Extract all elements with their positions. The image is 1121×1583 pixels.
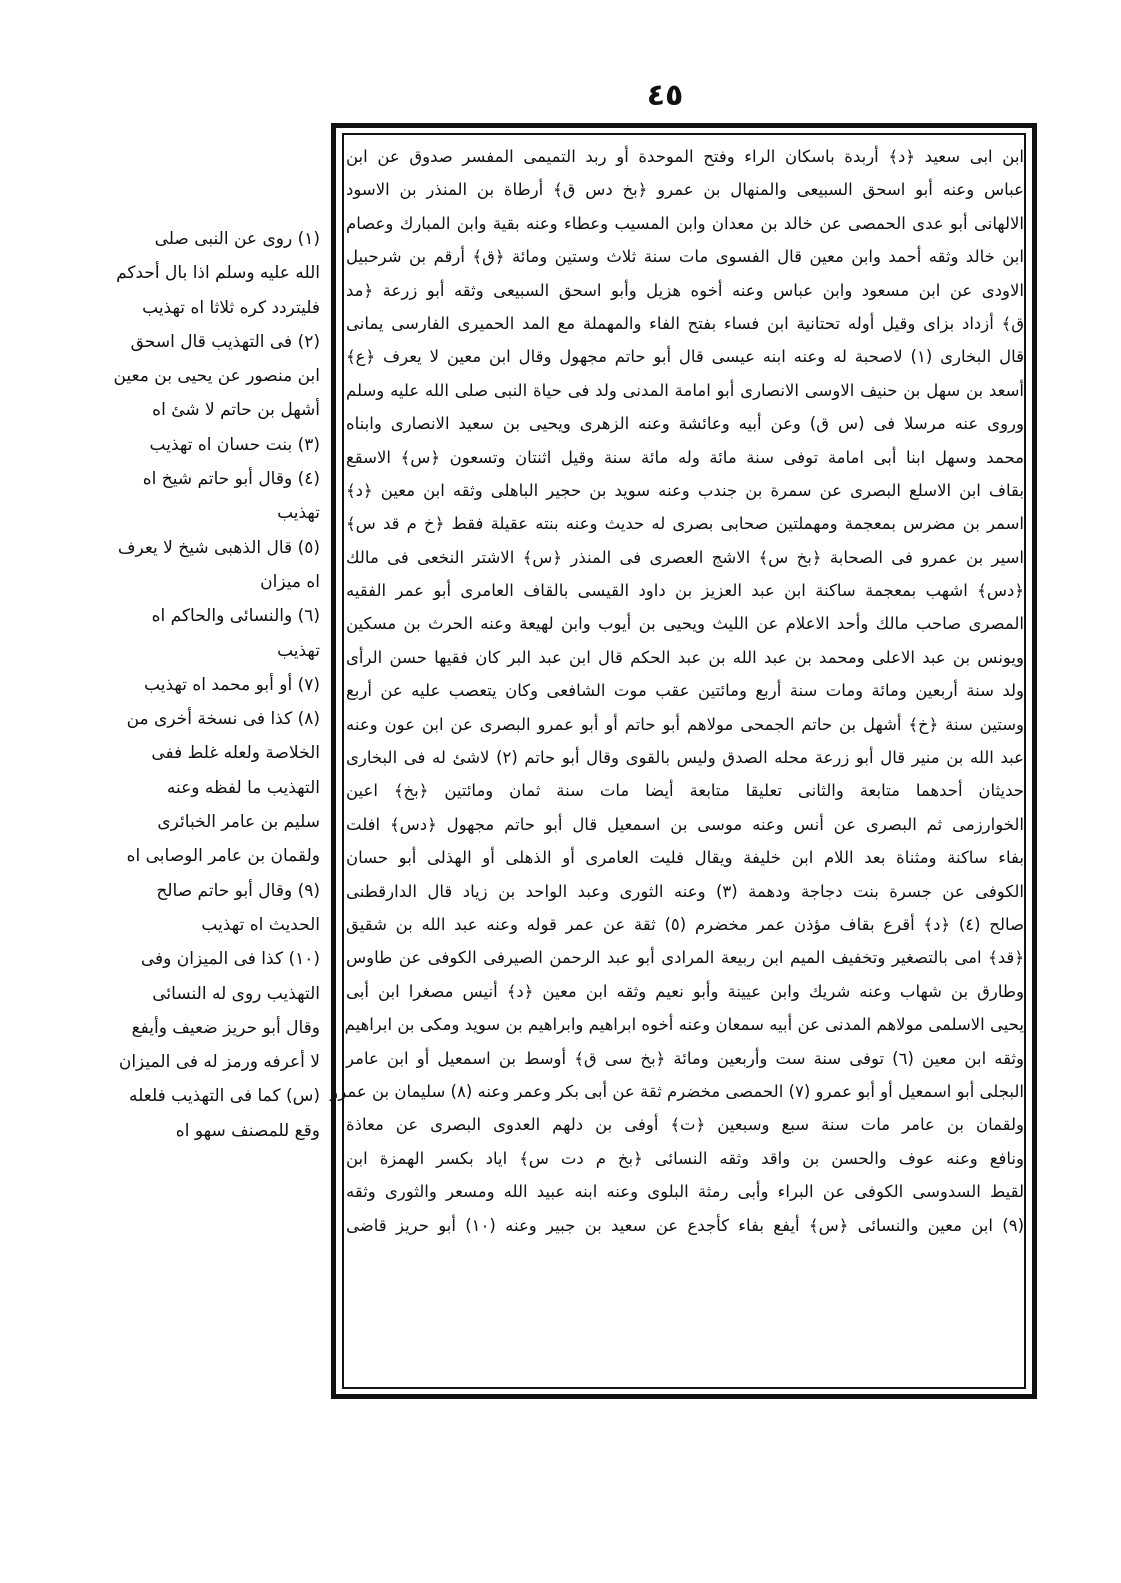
main-text-line: محمد وسهل ابنا أبى امامة توفى سنة مائة وله مائة سنة وقيل اثنتان وتسعون ﴿س﴾ الاسقع: [346, 447, 1024, 467]
side-note-line: (٥) قال الذهبى شيخ لا يعرف: [117, 537, 320, 558]
main-text-line: الاودى عن ابن مسعود وابن عباس وعنه أخوه هزيل وأبو اسحق السبيعى وثقه أبو زرعة ﴿مد: [346, 280, 1024, 300]
side-note-line: فليتردد كره ثلاثا اه تهذيب: [142, 297, 320, 318]
main-text-line: المصرى صاحب مالك وأحد الاعلام عن الليث ويحيى بن أيوب وابن لهيعة وعنه الحرث بن مسكين: [346, 614, 1024, 634]
main-text-line: الخوارزمى ثم البصرى عن أنس وعنه موسى بن اسمعيل قال أبو حاتم مجهول ﴿دس﴾ افلت: [346, 814, 1024, 834]
main-text-line: يحيى الاسلمى مولاهم المدنى عن أبيه سمعان وعنه أخوه ابراهيم وابراهيم بن سويد ومكى بن ابراهيم: [344, 1015, 1024, 1035]
side-note-line: ابن منصور عن يحيى بن معين: [113, 366, 320, 387]
side-note-line: الخلاصة ولعله غلط ففى: [151, 743, 320, 764]
side-notes: [18, 222, 320, 1148]
main-text-line: أسعد بن سهل بن حنيف الاوسى الانصارى أبو امامة المدنى ولد فى حياة النبى صلى الله عليه وسلم: [346, 380, 1024, 400]
main-text-line: الكوفى عن جسرة بنت دجاجة ودهمة (٣) وعنه الثورى وعبد الواحد بن زياد قال الدارقطنى: [346, 881, 1024, 901]
main-text-line: وثقه ابن معين (٦) توفى سنة ست وأربعين ومائة ﴿بخ سى ق﴾ أوسط بن اسمعيل أو ابن عامر: [346, 1048, 1025, 1068]
side-note-line: تهذيب: [277, 503, 320, 524]
side-note-line: (٦) والنسائى والحاكم اه: [151, 606, 320, 627]
side-note-line: (٧) أو أبو محمد اه تهذيب: [144, 674, 320, 695]
main-text-line: قال البخارى (١) لاصحبة له وعنه ابنه عيسى قال أبو حاتم مجهول وقال ابن معين لا يعرف ﴿ع﴾: [346, 347, 1025, 367]
main-text-frame: [331, 123, 1037, 1399]
side-note-line: ولقمان بن عامر الوصابى اه: [126, 846, 320, 867]
main-text-line: اسير بن عمرو فى الصحابة ﴿بخ س﴾ الاشج العصرى فى المنذر ﴿س﴾ الاشتر النخعى فى مالك: [346, 547, 1024, 567]
main-text-body: [330, 140, 1025, 1382]
main-text-line: ابن خالد وثقه أحمد وابن معين قال الفسوى مات سنة ثلاث وستين ومائة ﴿ق﴾ أرقم بن شرحبيل: [346, 247, 1024, 267]
main-text-line: اسمر بن مضرس بمعجمة ومهملتين صحابى بصرى له حديث وعنه بنته عقيلة فقط ﴿خ م قد س﴾: [346, 514, 1024, 534]
side-note-line: (١) روى عن النبى صلى: [154, 229, 320, 249]
main-text-line: بقاف ابن الاسلع البصرى عن سمرة بن جندب وعنه سويد بن حجير الباهلى وثقه ابن معين ﴿د﴾: [346, 480, 1024, 500]
main-text-line: وروى عنه مرسلا فى (س ق) وعن أبيه وعائشة وعنه الزهرى ويحيى بن سعيد الانصارى وابناه: [346, 414, 1024, 434]
main-text-line: بفاء ساكنة ومثناة بعد اللام ابن خليفة ويقال فليت العامرى أو الذهلى أو الهذلى أبو حسان: [346, 848, 1024, 868]
main-text-line: عباس وعنه أبو اسحق السبيعى والمنهال بن عمرو ﴿بخ دس ق﴾ أرطاة بن المنذر بن الاسود: [346, 180, 1024, 200]
side-note-line: (٨) كذا فى نسخة أخرى من: [126, 709, 320, 730]
main-text-line: وستين سنة ﴿خ﴾ أشهل بن حاتم الجمحى مولاهم أبو حاتم أو أبو عمرو البصرى عن ابن عون وعنه: [346, 714, 1024, 734]
main-text-line: ﴿دس﴾ اشهب بمعجمة ساكنة ابن عبد العزيز بن داود القيسى بالقاف العامرى أبو عمر الفقيه: [346, 581, 1024, 601]
side-note-line: التهذيب ما لفظه وعنه: [166, 777, 320, 798]
main-text-line: صالح (٤) ﴿د﴾ أقرع بقاف مؤذن عمر مخضرم (٥) ثقة عن عمر قوله وعنه عبد الله بن شقيق: [346, 914, 1025, 934]
page-number: ٤٥: [646, 78, 684, 113]
side-note-line: (٣) بنت حسان اه تهذيب: [149, 434, 320, 455]
side-note-line: (س) كما فى التهذيب فلعله: [129, 1086, 320, 1107]
main-text-line: لقيط السدوسى الكوفى عن البراء وأبى رمثة البلوى وعنه ابنه عبيد الله ومسعر والثورى وثقه: [346, 1182, 1024, 1202]
main-text-line: ولقمان بن عامر مات سنة سبع وسبعين ﴿ت﴾ أوفى بن دلهم العدوى البصرى عن معاذة: [346, 1115, 1024, 1135]
main-text-line: حديثان أحدهما متابعة والثانى تعليقا متابعة أيضا مات سنة ثمان ومائتين ﴿بخ﴾ اعين: [346, 781, 1024, 801]
main-text-line: ولد سنة أربعين ومائة ومات سنة أربع ومائتين عقب موت الشافعى وكان يتعصب عليه عن أربع: [346, 681, 1024, 701]
main-text-line: ق﴾ أزداد بزاى وقيل أوله تحتانية ابن فساء بفتح الفاء والمهملة مع المد الحميرى الفارسى يمانى: [346, 313, 1024, 333]
side-note-line: لا أعرفه ورمز له فى الميزان: [118, 1052, 320, 1073]
main-text-line: الالهانى أبو عدى الحمصى عن خالد بن معدان وابن المسيب وعطاء وعنه بقية وابن المبارك وعصام: [346, 213, 1024, 233]
side-note-line: (٤) وقال أبو حاتم شيخ اه: [142, 469, 320, 490]
main-text-line: ويونس بن عبد الاعلى ومحمد بن عبد الله بن عبد الحكم قال ابن عبد البر كان فقيها حسن الرأى: [346, 647, 1024, 667]
main-text-line: (٩) ابن معين والنسائى ﴿س﴾ أيفع بفاء كأجدع عن سعيد بن جبير وعنه (١٠) أبو حريز قاضى: [346, 1215, 1024, 1235]
side-note-line: أشهل بن حاتم لا شئ اه: [152, 400, 320, 421]
side-note-line: اه ميزان: [260, 571, 320, 592]
side-note-line: تهذيب: [277, 640, 320, 661]
side-note-line: (٩) وقال أبو حاتم صالح: [156, 880, 320, 901]
side-note-line: الحديث اه تهذيب: [201, 914, 320, 935]
side-note-line: سليم بن عامر الخبائرى: [157, 812, 320, 833]
side-note-line: (٢) فى التهذيب قال اسحق: [130, 331, 320, 352]
side-note-line: الله عليه وسلم اذا بال أحدكم: [116, 263, 320, 284]
side-note-line: وقال أبو حريز ضعيف وأيفع: [131, 1017, 320, 1038]
main-text-line: وطارق بن شهاب وعنه شريك وابن عيينة وأبو نعيم وثقه ابن معين ﴿د﴾ أنيس مصغرا ابن أبى: [346, 981, 1024, 1001]
main-text-line: البجلى أبو اسمعيل أو أبو عمرو (٧) الحمصى مخضرم ثقة عن أبى بكر وعمر وعنه (٨) سليمان بن عمرو: [330, 1081, 1024, 1101]
side-note-line: وقع للمصنف سهو اه: [175, 1120, 320, 1141]
side-note-line: التهذيب روى له النسائى: [152, 983, 320, 1004]
main-text-line: ﴿قد﴾ امى بالتصغير وتخفيف الميم ابن ربيعة المرادى أبو عبد الرحمن الصيرفى الكوفى عن طاوس: [346, 948, 1024, 968]
main-text-line: ابن ابى سعيد ﴿د﴾ أربدة باسكان الراء وفتح الموحدة أو ربد التميمى المفسر صدوق عن ابن: [346, 147, 1024, 166]
side-note-line: (١٠) كذا فى الميزان وفى: [140, 949, 320, 970]
main-text-line: ونافع وعنه عوف والحسن بن واقد وثقه النسائى ﴿بخ م دت س﴾ اياد بكسر الهمزة ابن: [346, 1148, 1024, 1168]
main-text-line: عبد الله بن منير قال أبو زرعة محله الصدق وليس بالقوى وقال أبو حاتم (٢) لاشئ له فى البخارى: [346, 748, 1024, 768]
